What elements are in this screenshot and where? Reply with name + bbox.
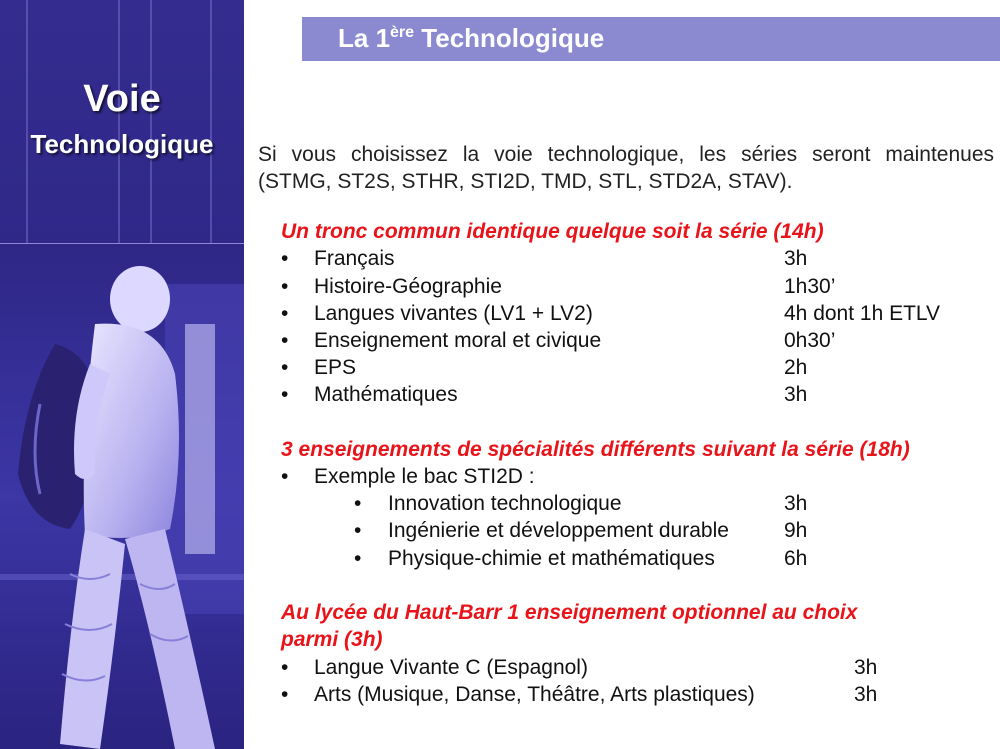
option-hours: 3h: [854, 656, 878, 679]
subject-hours: 6h: [784, 547, 808, 570]
bullet: •: [281, 329, 289, 352]
sidebar-title-voie: Voie: [83, 78, 161, 120]
intro-line-1: Si vous choisissez la voie technologique, les séries seront maintenues: [258, 143, 994, 166]
bullet: •: [354, 492, 362, 515]
intro-paragraph: [258, 141, 994, 195]
sidebar-title-band: [0, 0, 244, 243]
subject-label: Physique-chimie et mathématiques: [388, 547, 715, 570]
tronc-commun-heading: Un tronc commun identique quelque soit la série (14h): [281, 220, 824, 243]
subject-hours: 3h: [784, 383, 808, 406]
bullet: •: [281, 383, 289, 406]
title-superscript: ère: [390, 24, 415, 41]
optionnel-heading-line-1: Au lycée du Haut-Barr 1 enseignement optionnel au choix: [281, 601, 858, 624]
subject-hours: 1h30’: [784, 275, 836, 298]
sidebar-title-technologique: Technologique: [30, 129, 214, 159]
subject-hours: 3h: [784, 247, 808, 270]
subject-label: Innovation technologique: [388, 492, 622, 515]
intro-line-2: (STMG, ST2S, STHR, STI2D, TMD, STL, STD2A, STAV).: [258, 170, 793, 193]
header-bar: [302, 17, 1000, 61]
bullet: •: [281, 356, 289, 379]
specialites-heading: 3 enseignements de spécialités différents suivant la série (18h): [281, 438, 910, 461]
title-prefix: La 1: [338, 23, 391, 53]
subject-hours: 9h: [784, 519, 808, 542]
subject-label: Enseignement moral et civique: [314, 329, 602, 352]
example-label: Exemple le bac STI2D :: [314, 465, 535, 488]
optionnel-heading-line-2: parmi (3h): [281, 628, 383, 651]
bullet: •: [354, 547, 362, 570]
student-photo: [0, 244, 244, 749]
bullet: •: [281, 465, 289, 488]
option-hours: 3h: [854, 683, 878, 706]
subject-label: EPS: [314, 356, 357, 379]
subject-hours: 2h: [784, 356, 808, 379]
bullet: •: [281, 656, 289, 679]
title-suffix: Technologique: [414, 23, 605, 53]
subject-hours: 4h dont 1h ETLV: [784, 302, 941, 325]
subject-label: Mathématiques: [314, 383, 458, 406]
subject-hours: 3h: [784, 492, 808, 515]
bullet: •: [281, 247, 289, 270]
subject-label: Histoire-Géographie: [314, 275, 502, 298]
option-label: Langue Vivante C (Espagnol): [314, 656, 588, 679]
bullet: •: [281, 683, 289, 706]
page-title: [338, 23, 604, 54]
subject-label: Ingénierie et développement durable: [388, 519, 729, 542]
bullet: •: [354, 519, 362, 542]
bullet: •: [281, 302, 289, 325]
option-label: Arts (Musique, Danse, Théâtre, Arts plastiques): [314, 683, 755, 706]
subject-label: Langues vivantes (LV1 + LV2): [314, 302, 593, 325]
subject-hours: 0h30’: [784, 329, 836, 352]
subject-label: Français: [314, 247, 395, 270]
bullet: •: [281, 275, 289, 298]
sidebar: [0, 0, 244, 749]
